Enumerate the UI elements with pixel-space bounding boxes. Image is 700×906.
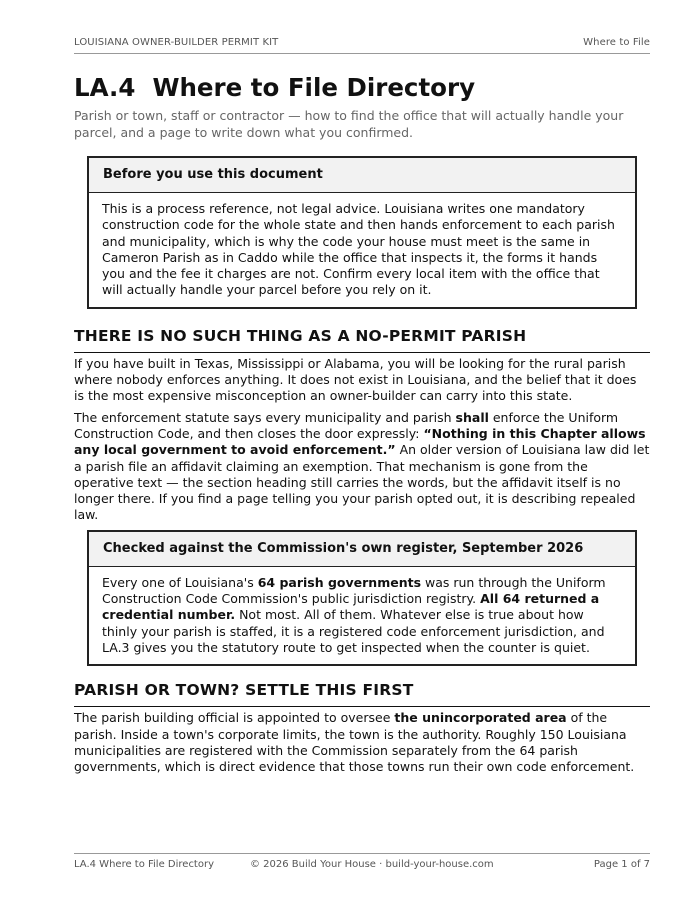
paragraph-parish-or-town: The parish building official is appointed to oversee the unincorporated area of the parish. Inside a town's corporate limits, the town is the authority. Roughly 150 Louisiana municipalities are registered with the Commission separately from the 64 parish governments, which is direct evidence that those towns run their own code enforcement.: [74, 710, 635, 775]
section-heading-no-permit: THERE IS NO SUCH THING AS A NO-PERMIT PARISH: [74, 325, 650, 353]
disclaimer-callout-body: This is a process reference, not legal advice. Louisiana writes one mandatory construction code for the whole state and then hands enforcement to each parish and municipality, which is why the code your house must meet is the same in Cameron Parish as in Caddo while the office that inspects it, the forms it hands you and the fee it charges are not. Confirm every local item with the office that will actually handle your parcel before you rely on it.: [102, 201, 615, 298]
register-callout-body: Every one of Louisiana's 64 parish governments was run through the Uniform Construction Code Commission's public jurisdiction registry. All 64 returned a credential number. Not most. All of them. Whatever else is true about how thinly your parish is staffed, it is a registered code enforcement jurisdiction, and LA.3 gives you the statutory route to get inspected when the counter is quiet.: [102, 574, 606, 655]
running-footer: [74, 853, 650, 873]
footer-copyright: © 2026 Build Your House · build-your-house.com: [250, 859, 494, 870]
page-content: [74, 71, 650, 775]
section-title: Where to File: [583, 37, 650, 48]
footer-doc-name: LA.4 Where to File Directory: [74, 859, 215, 870]
kit-title: LOUISIANA OWNER-BUILDER PERMIT KIT: [74, 37, 279, 48]
paragraph-no-permit-intro: If you have built in Texas, Mississippi or Alabama, you will be looking for the rural parish where nobody enforces anything. It does not exist in Louisiana, and the belief that it does is the most expensive misconception an owner-builder can carry into this state.: [74, 355, 637, 404]
running-header: [74, 37, 650, 54]
paragraph-enforcement-statute: The enforcement statute says every municipality and parish shall enforce the Uniform Construction Code, and then closes the door expressly: “Nothing in this Chapter allows any local government to avoid enforcement.” An older version of Louisiana law did let a parish file an affidavit claiming an exemption. That mechanism is gone from the operative text — the section heading still carries the words, but the affidavit itself is no longer there. If you find a page telling you your parish opted out, it is describing repealed law.: [74, 409, 650, 523]
footer-page-number: Page 1 of 7: [593, 859, 650, 870]
section-heading-parish-or-town: PARISH OR TOWN? SETTLE THIS FIRST: [74, 679, 650, 707]
register-callout: [87, 530, 637, 666]
page-title: LA.4 Where to File Directory: [74, 73, 476, 102]
disclaimer-callout-title: Before you use this document: [89, 158, 635, 193]
disclaimer-callout: [87, 156, 637, 309]
page-subtitle: Parish or town, staff or contractor — how to find the office that will actually handle your parcel, and a page to write down what you confirmed.: [74, 108, 624, 140]
register-callout-title: Checked against the Commission's own register, September 2026: [89, 532, 635, 567]
